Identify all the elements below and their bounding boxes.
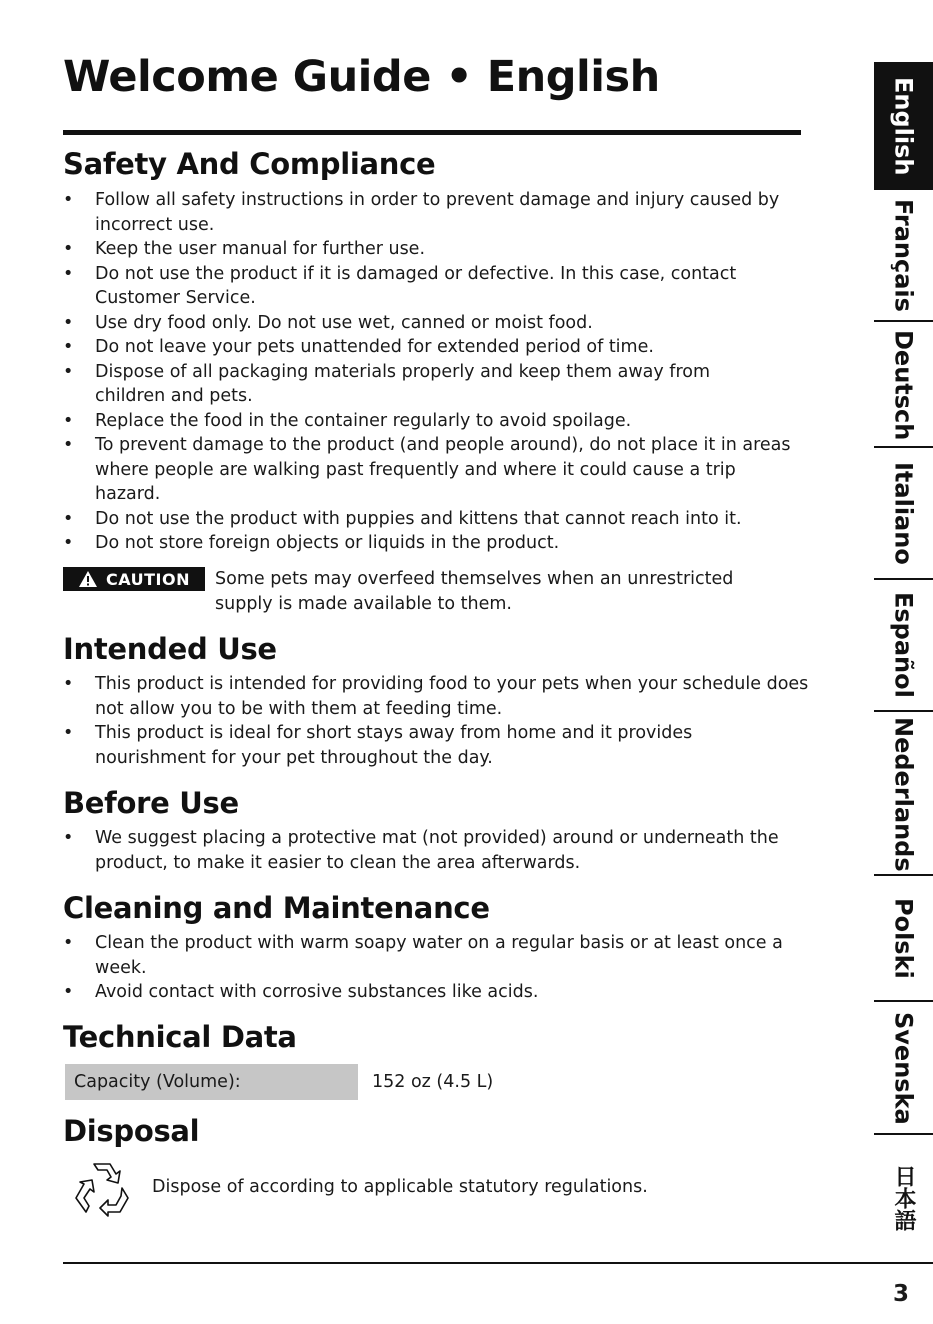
tab-separator bbox=[874, 446, 933, 448]
list-item: • This product is intended for providing food to your pets when your schedule does not allow you to be with them at feeding time. bbox=[63, 672, 815, 721]
list-item: • Follow all safety instructions in order to prevent damage and injury caused by incorrect use. bbox=[63, 188, 808, 237]
list-item: • Keep the user manual for further use. bbox=[63, 237, 808, 262]
list-item: • Clean the product with warm soapy water on a regular basis or at least once a week. bbox=[63, 931, 815, 980]
list-item: • Do not use the product with puppies and kittens that cannot reach into it. bbox=[63, 507, 808, 532]
tab-italiano[interactable] bbox=[874, 450, 933, 576]
tab-label: 日本語 bbox=[891, 1165, 916, 1231]
tab-separator bbox=[874, 710, 933, 712]
list-item: • Do not leave your pets unattended for extended period of time. bbox=[63, 335, 808, 360]
tab-label: English bbox=[889, 76, 918, 176]
tab-label: Nederlands bbox=[889, 716, 918, 872]
list-item: • This product is ideal for short stays away from home and it provides nourishment for your pet throughout the day. bbox=[63, 721, 745, 770]
heading-cleaning: Cleaning and Maintenance bbox=[63, 891, 490, 925]
title-divider bbox=[63, 130, 801, 135]
tab-deutsch[interactable] bbox=[874, 324, 933, 446]
page-title: Welcome Guide • English bbox=[63, 52, 660, 102]
list-item: • Avoid contact with corrosive substances like acids. bbox=[63, 980, 808, 1005]
tab-espanol[interactable] bbox=[874, 582, 933, 708]
tab-label: Français bbox=[889, 198, 918, 312]
disposal-text: Dispose of according to applicable statutory regulations. bbox=[152, 1177, 648, 1197]
list-item: • Use dry food only. Do not use wet, canned or moist food. bbox=[63, 311, 808, 336]
heading-technical-data: Technical Data bbox=[63, 1020, 297, 1054]
tab-separator bbox=[874, 874, 933, 876]
before-use-list bbox=[63, 826, 808, 875]
tab-francais[interactable] bbox=[874, 194, 933, 316]
caution-text: Some pets may overfeed themselves when an unrestricted supply is made available to them. bbox=[215, 569, 734, 614]
cleaning-list bbox=[63, 931, 808, 1005]
capacity-value: 152 oz (4.5 L) bbox=[372, 1072, 494, 1092]
list-item: • Do not store foreign objects or liquids in the product. bbox=[63, 531, 808, 556]
list-item: • To prevent damage to the product (and people around), do not place it in areas where people are walking past frequently and where it could cause a trip hazard. bbox=[63, 433, 795, 507]
tab-label: Deutsch bbox=[889, 329, 918, 441]
heading-before-use: Before Use bbox=[63, 786, 239, 820]
tab-label: Español bbox=[889, 592, 918, 698]
tab-japanese[interactable] bbox=[874, 1138, 933, 1258]
tab-label: Polski bbox=[889, 897, 918, 979]
recycle-icon bbox=[72, 1158, 132, 1218]
tab-separator bbox=[874, 578, 933, 580]
tab-separator bbox=[874, 320, 933, 322]
tab-nederlands[interactable] bbox=[874, 714, 933, 874]
caution-badge bbox=[63, 567, 205, 591]
caution-label: CAUTION bbox=[106, 569, 190, 589]
warning-icon bbox=[78, 570, 98, 588]
footer-divider bbox=[63, 1262, 933, 1264]
heading-intended-use: Intended Use bbox=[63, 632, 277, 666]
heading-safety: Safety And Compliance bbox=[63, 147, 436, 181]
intended-use-list bbox=[63, 672, 808, 770]
tab-polski[interactable] bbox=[874, 878, 933, 998]
tab-svenska[interactable] bbox=[874, 1004, 933, 1132]
heading-disposal: Disposal bbox=[63, 1114, 200, 1148]
list-item: • Dispose of all packaging materials properly and keep them away from children and pets. bbox=[63, 360, 765, 409]
capacity-label: Capacity (Volume): bbox=[65, 1064, 358, 1100]
tab-separator bbox=[874, 1000, 933, 1002]
page-number: 3 bbox=[892, 1281, 909, 1307]
tab-label: Italiano bbox=[889, 461, 918, 565]
list-item: • Replace the food in the container regularly to avoid spoilage. bbox=[63, 409, 808, 434]
tab-english[interactable] bbox=[874, 62, 933, 190]
list-item: • Do not use the product if it is damaged or defective. In this case, contact Customer Service. bbox=[63, 262, 785, 311]
tab-label: Svenska bbox=[889, 1011, 918, 1125]
tab-separator bbox=[874, 1133, 933, 1135]
safety-list bbox=[63, 188, 808, 556]
list-item: • We suggest placing a protective mat (not provided) around or underneath the product, to make it easier to clean the area afterwards. bbox=[63, 826, 808, 875]
